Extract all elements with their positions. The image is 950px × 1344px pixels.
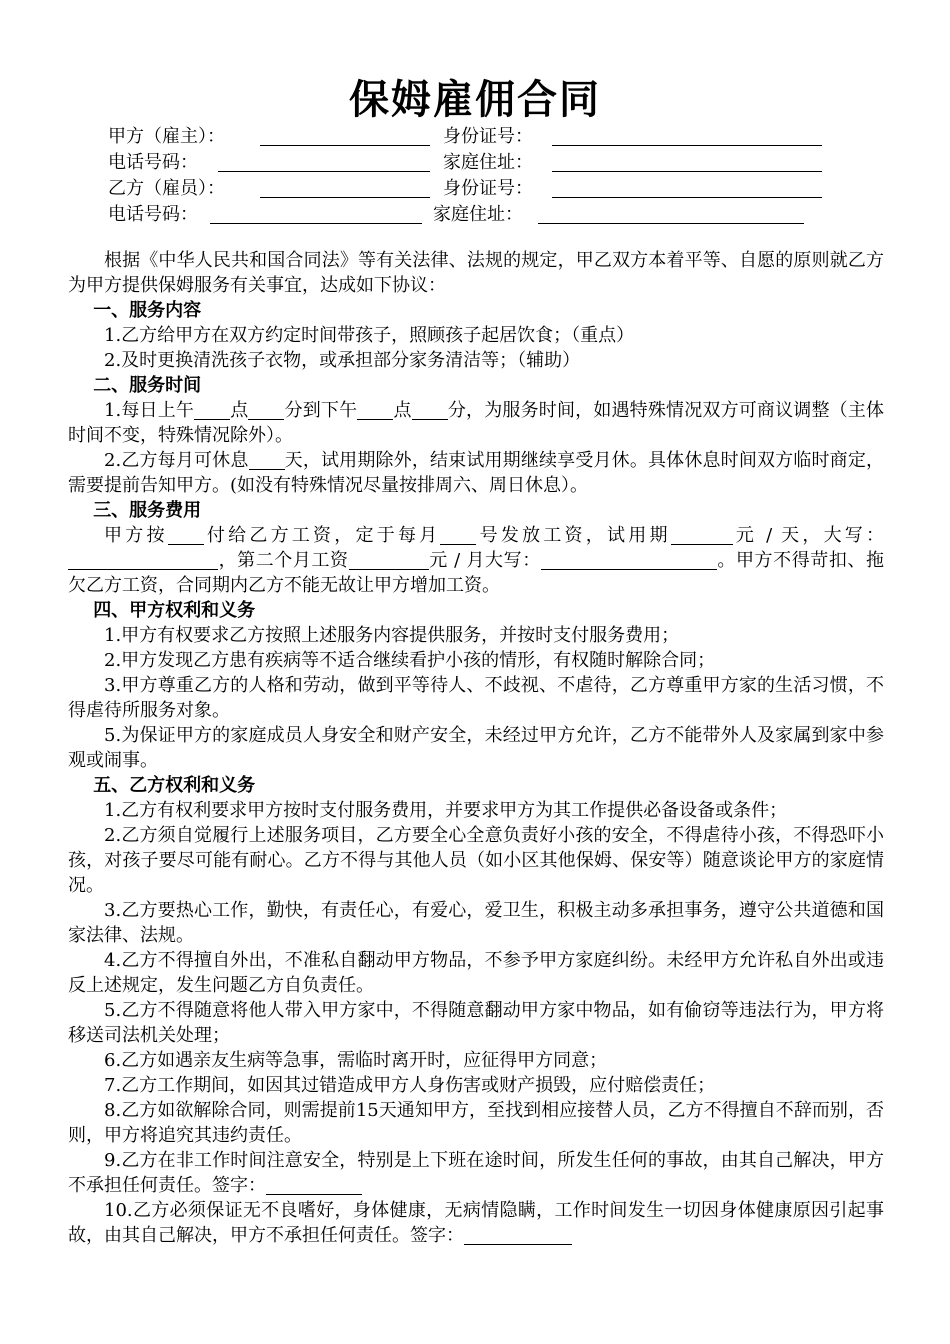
- party-a-phone-blank[interactable]: [218, 171, 430, 172]
- clause-5-8: 8.乙方如欲解除合同，则需提前15天通知甲方，至找到相应接替人员，乙方不得擅自不辞而别，否则，甲方将追究其违约责任。: [68, 1100, 884, 1146]
- party-a-id-label: 身份证号：: [443, 126, 533, 147]
- clause-2-1-text-b: 点: [230, 400, 249, 421]
- clause-3-1-text-e: ，第二个月工资: [218, 550, 349, 571]
- party-b-name-blank[interactable]: [260, 197, 430, 198]
- party-b-address-blank[interactable]: [538, 223, 804, 224]
- party-b-contact-row: [108, 202, 868, 228]
- contract-body: [68, 248, 884, 1248]
- party-a-contact-row: [108, 150, 868, 176]
- party-a-phone-label: 电话号码：: [108, 152, 198, 173]
- clause-1-1: 1.乙方给甲方在双方约定时间带孩子，照顾孩子起居饮食；（重点）: [104, 325, 635, 346]
- section-heading-service-time: 二、服务时间: [93, 375, 202, 396]
- clause-3-1-text-c: 号发放工资，试用期: [476, 525, 671, 546]
- party-b-label: 乙方（雇员）：: [108, 178, 225, 199]
- clause-5-9: [68, 1148, 884, 1198]
- signature-blank-2[interactable]: [464, 1226, 572, 1245]
- party-b-address-label: 家庭住址：: [433, 204, 523, 225]
- party-b-id-blank[interactable]: [552, 197, 822, 198]
- trial-wage-words-blank[interactable]: [68, 551, 218, 570]
- party-a-label: 甲方（雇主）：: [108, 126, 225, 147]
- clause-3-1-text-g: 。甲方不得苛扣、拖欠乙方工资，合同期内乙方不能无故让甲方增加工资。: [68, 550, 885, 596]
- start-minute-blank[interactable]: [248, 401, 284, 420]
- party-b-phone-label: 电话号码：: [108, 204, 198, 225]
- clause-4-5: 5.为保证甲方的家庭成员人身安全和财产安全，未经过甲方允许，乙方不能带外人及家属到家中参观或闹事。: [68, 725, 884, 771]
- pay-period-blank[interactable]: [168, 526, 204, 545]
- end-hour-blank[interactable]: [357, 401, 393, 420]
- clause-2-1-text-c: 分到下午: [284, 400, 358, 421]
- section-heading-party-b-rights: 五、乙方权利和义务: [93, 775, 256, 796]
- clause-2-1: [68, 398, 884, 448]
- party-a-row: [108, 124, 868, 150]
- signature-blank-1[interactable]: [266, 1176, 362, 1195]
- clause-2-2: [68, 448, 884, 498]
- monthly-wage-words-blank[interactable]: [541, 551, 717, 570]
- clause-2-1-text-a: 1.每日上午: [104, 400, 195, 421]
- party-a-name-blank[interactable]: [260, 145, 430, 146]
- section-heading-service-content: 一、服务内容: [93, 300, 202, 321]
- party-a-address-label: 家庭住址：: [443, 152, 533, 173]
- clause-5-3: 3.乙方要热心工作，勤快，有责任心，有爱心，爱卫生，积极主动多承担事务，遵守公共道德和国家法律、法规。: [68, 900, 884, 946]
- clause-2-1-text-e: 分，为服务时间，如遇特殊情况双方可商议调整（主体时间不变，特殊情况除外）。: [68, 400, 885, 446]
- clause-5-2: 2.乙方须自觉履行上述服务项目，乙方要全心全意负责好小孩的安全，不得虐待小孩，不得恐吓小孩，对孩子要尽可能有耐心。乙方不得与其他人员（如小区其他保姆、保安等）随意谈论甲方的家庭情况。: [68, 825, 884, 896]
- second-month-wage-blank[interactable]: [349, 551, 429, 570]
- section-heading-service-fee: 三、服务费用: [93, 500, 202, 521]
- clause-5-4: 4.乙方不得擅自外出，不准私自翻动甲方物品，不参予甲方家庭纠纷。未经甲方允许私自外出或违反上述规定，发生问题乙方自负责任。: [68, 950, 884, 996]
- clause-2-2-text-a: 2.乙方每月可休息: [104, 450, 249, 471]
- pay-day-blank[interactable]: [440, 526, 476, 545]
- clause-4-2: 2.甲方发现乙方患有疾病等不适合继续看护小孩的情形，有权随时解除合同；: [104, 650, 716, 671]
- party-b-phone-blank[interactable]: [210, 223, 422, 224]
- clause-4-3: 3.甲方尊重乙方的人格和劳动，做到平等待人、不歧视、不虐待，乙方尊重甲方家的生活习惯，不得虐待所服务对象。: [68, 675, 884, 721]
- clause-5-10: [68, 1198, 884, 1248]
- party-b-id-label: 身份证号：: [443, 178, 533, 199]
- party-info-block: [108, 124, 868, 228]
- clause-1-2: 2.及时更换清洗孩子衣物，或承担部分家务清洁等；（辅助）: [104, 350, 581, 371]
- clause-4-1: 1.甲方有权要求乙方按照上述服务内容提供服务，并按时支付服务费用；: [104, 625, 680, 646]
- clause-3-1-text-b: 付给乙方工资，定于每月: [203, 525, 441, 546]
- clause-2-1-text-d: 点: [393, 400, 412, 421]
- end-minute-blank[interactable]: [412, 401, 448, 420]
- party-b-row: [108, 176, 868, 202]
- clause-5-9-text: 9.乙方在非工作时间注意安全，特别是上下班在途时间，所发生任何的事故，由其自己解决，甲方不承担任何责任。签字：: [68, 1150, 884, 1196]
- clause-3-1: [68, 523, 884, 598]
- party-a-address-blank[interactable]: [552, 171, 822, 172]
- clause-2-2-text-b: 天，试用期除外，结束试用期继续享受月休。具体休息时间双方临时商定，需要提前告知甲方。(如没有特殊情况尽量按排周六、周日休息）。: [68, 450, 884, 496]
- trial-wage-blank[interactable]: [671, 526, 733, 545]
- clause-5-6: 6.乙方如遇亲友生病等急事，需临时离开时，应征得甲方同意；: [104, 1050, 608, 1071]
- clause-3-1-text-d: 元 / 天，大写：: [732, 525, 885, 546]
- clause-5-5: 5.乙方不得随意将他人带入甲方家中，不得随意翻动甲方家中物品，如有偷窃等违法行为，甲方将移送司法机关处理；: [68, 1000, 884, 1046]
- document-title: 保姆雇佣合同: [349, 77, 601, 123]
- preamble: 根据《中华人民共和国合同法》等有关法律、法规的规定，甲乙双方本着平等、自愿的原则就乙方为甲方提供保姆服务有关事宜，达成如下协议：: [68, 250, 884, 296]
- clause-3-1-text-a: 甲方按: [104, 525, 168, 546]
- rest-days-blank[interactable]: [249, 451, 285, 470]
- clause-5-10-text: 10.乙方必须保证无不良嗜好，身体健康，无病情隐瞒，工作时间发生一切因身体健康原因引起事故，由其自己解决，甲方不承担任何责任。签字：: [68, 1200, 884, 1246]
- clause-3-1-text-f: 元 / 月大写：: [428, 550, 541, 571]
- start-hour-blank[interactable]: [194, 401, 230, 420]
- party-a-id-blank[interactable]: [552, 145, 822, 146]
- section-heading-party-a-rights: 四、甲方权利和义务: [93, 600, 256, 621]
- clause-5-1: 1.乙方有权利要求甲方按时支付服务费用，并要求甲方为其工作提供必备设备或条件；: [104, 800, 788, 821]
- clause-5-7: 7.乙方工作期间，如因其过错造成甲方人身伤害或财产损毁，应付赔偿责任；: [104, 1075, 716, 1096]
